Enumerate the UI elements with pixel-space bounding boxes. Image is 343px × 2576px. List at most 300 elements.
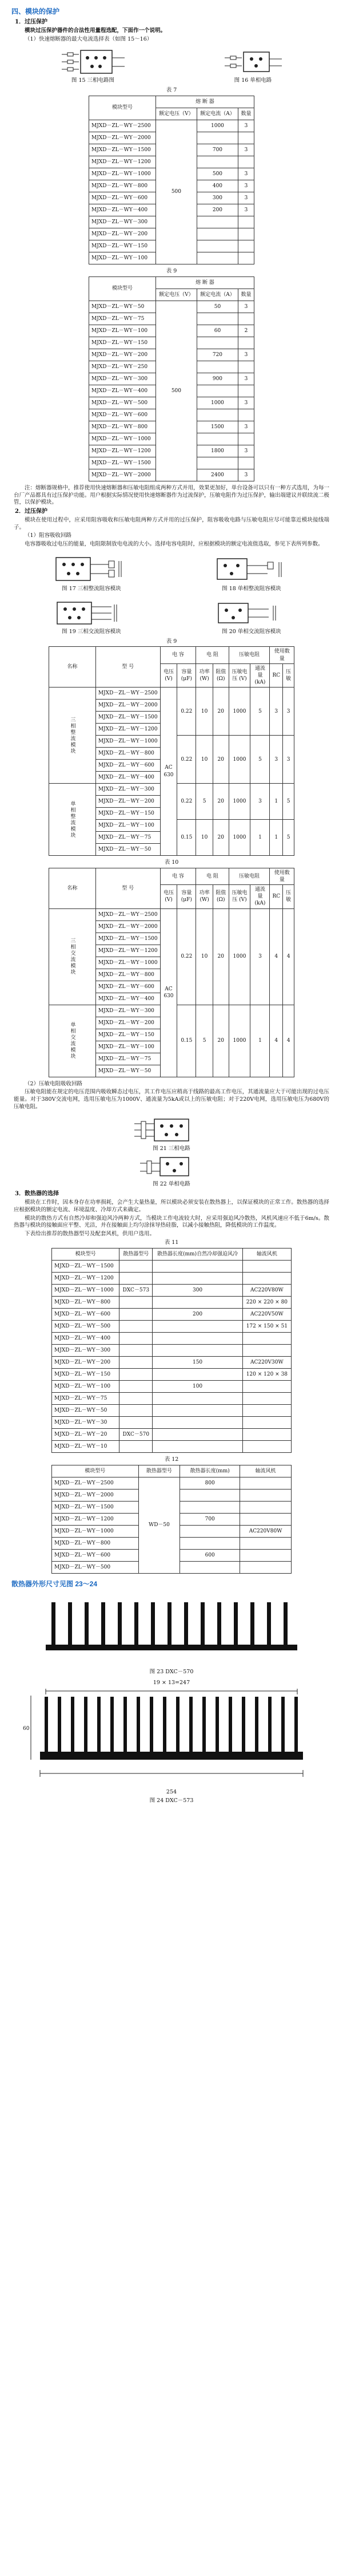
table11-hs-cell xyxy=(119,1332,153,1344)
table9-sub-cval: 容量 (μF) xyxy=(177,663,196,687)
table9-var-volt: 1000 xyxy=(229,784,250,820)
table12-model-cell: MJXD－ZL－WY－800 xyxy=(52,1537,139,1549)
table11-len-cell: 300 xyxy=(153,1284,242,1296)
table11-fan-size: 120 × 120 × 38 xyxy=(246,1371,288,1377)
table9a-model-cell: MJXD－ZL－WY－1200 xyxy=(89,445,156,457)
table9a-model-cell: MJXD－ZL－WY－300 xyxy=(89,373,156,385)
table12-title: 表 12 xyxy=(164,1456,179,1463)
table10-model-cell: MJXD－ZL－WY－200 xyxy=(95,1017,160,1029)
table9a-header-rated-voltage: 额定电压（V） xyxy=(155,289,197,301)
table9-res-val: 20 xyxy=(213,736,229,784)
figure-18 xyxy=(212,553,292,594)
table11-body xyxy=(52,1260,292,1452)
table-row xyxy=(52,1344,292,1356)
table9a-current-cell xyxy=(197,409,238,421)
three-phase-circuit-diagram xyxy=(59,48,127,76)
table9a-model-cell: MJXD－ZL－WY－2000 xyxy=(89,469,156,481)
table11-header-fan: 轴流风机 xyxy=(242,1248,291,1260)
heatsink-fin xyxy=(58,1697,61,1753)
table11-len-cell xyxy=(153,1260,242,1272)
table10-sub-vv: 压敏电压 (V) xyxy=(229,885,250,908)
table9a-current-cell: 1500 xyxy=(197,421,238,433)
table7-qty-cell xyxy=(238,132,254,144)
table9-sub-cnt2: 压敏 xyxy=(283,663,294,687)
table7-current-cell xyxy=(197,252,238,264)
table9-qty-var: 5 xyxy=(283,784,294,820)
table10-sub-volt: 电压 (V) xyxy=(160,885,177,908)
table12-header-len: 散热器长度(mm) xyxy=(180,1465,240,1477)
table9a-qty-cell: 3 xyxy=(238,397,254,409)
heatsink-paragraph-3: 下表给出推荐的散热器型号及配套风机，供用户选用。 xyxy=(25,1231,155,1238)
table9a-model-cell: MJXD－ZL－WY－400 xyxy=(89,385,156,397)
table11-fan-cell xyxy=(242,1260,291,1272)
table10-sub-pow: 功率 (W) xyxy=(196,885,213,908)
table11-model-cell: MJXD－ZL－WY－1200 xyxy=(52,1272,119,1284)
table11-len-cell: 100 xyxy=(153,1380,242,1392)
table-row xyxy=(52,1440,292,1452)
heatsink-drawings-heading: 散热器外形尺寸见图 23～24 xyxy=(11,1579,98,1588)
rc-paragraph: 电容器吸收过电压的能量，电阻限制放电电流的大小。选择电容电阻时，应根据模块的额定电流值选取，参见下表所列参数。 xyxy=(25,541,324,548)
table10-var-volt: 1000 xyxy=(229,908,250,1005)
heatsink-fin xyxy=(45,1697,48,1753)
figure-row-17-18 xyxy=(11,553,332,594)
table11-hs-cell xyxy=(119,1308,153,1320)
table9a-current-cell xyxy=(197,313,238,325)
table-row xyxy=(52,1380,292,1392)
table-row xyxy=(52,1356,292,1368)
table10-model-cell: MJXD－ZL－WY－800 xyxy=(95,969,160,981)
table7-voltage-cell: 500 xyxy=(155,120,197,264)
table9a-header-model: 模块型号 xyxy=(89,276,156,301)
table10-model-cell: MJXD－ZL－WY－100 xyxy=(95,1041,160,1053)
table11-hs-cell xyxy=(119,1380,153,1392)
document-page xyxy=(11,0,332,1805)
table9a-current-cell: 900 xyxy=(197,373,238,385)
table7-qty-cell xyxy=(238,216,254,228)
table10-res-val: 20 xyxy=(213,1005,229,1077)
table10-var-flow: 1 xyxy=(250,1005,270,1077)
figure-16 xyxy=(222,48,285,86)
figure24-side-dimension: 60 xyxy=(23,1725,30,1732)
table10-var-flow: 3 xyxy=(250,908,270,1005)
table11-len-cell xyxy=(153,1272,242,1284)
table-7 xyxy=(89,96,254,264)
table9a-model-cell: MJXD－ZL－WY－200 xyxy=(89,349,156,361)
table9-model-cell: MJXD－ZL－WY－200 xyxy=(95,796,160,808)
heatsink-fin xyxy=(202,1697,206,1753)
table10-model-cell: MJXD－ZL－WY－2000 xyxy=(95,920,160,933)
table11-len-cell xyxy=(153,1320,242,1332)
table7-qty-cell: 3 xyxy=(238,168,254,180)
table9a-body xyxy=(89,301,254,481)
heatsink-fin xyxy=(176,1697,180,1753)
table11-header-model: 模块型号 xyxy=(52,1248,119,1260)
single-phase-ac-rc-diagram xyxy=(212,599,292,627)
table9-qty-rc: 3 xyxy=(270,688,283,736)
table12-len-cell: 800 xyxy=(180,1477,240,1489)
table10-model-cell: MJXD－ZL－WY－150 xyxy=(95,1029,160,1041)
three-phase-ac-rc-diagram xyxy=(51,599,131,627)
heatsink-fin xyxy=(189,1697,193,1753)
table7-header-model: 模块型号 xyxy=(89,96,156,120)
table12-model-cell: MJXD－ZL－WY－500 xyxy=(52,1561,139,1573)
table9-cap-val: 0.15 xyxy=(177,820,196,856)
table9a-qty-cell: 3 xyxy=(238,445,254,457)
table10-model-cell: MJXD－ZL－WY－2500 xyxy=(95,908,160,920)
table9-group-cell: 三相整流模块 xyxy=(49,688,96,784)
table12-fan-cell xyxy=(240,1513,292,1525)
table10-title: 表 10 xyxy=(164,859,179,866)
table9a-current-cell xyxy=(197,457,238,469)
table9-cap-val: 0.22 xyxy=(177,784,196,820)
figure-21 xyxy=(129,1116,214,1154)
figure-row-21-22 xyxy=(11,1116,332,1190)
table9-res-pow: 10 xyxy=(196,820,213,856)
table12-model-cell: MJXD－ZL－WY－1000 xyxy=(52,1525,139,1537)
table9a-model-cell: MJXD－ZL－WY－75 xyxy=(89,313,156,325)
table10-model-cell: MJXD－ZL－WY－1000 xyxy=(95,957,160,969)
table10-qty-var: 4 xyxy=(283,908,294,1005)
table9-title: 表 9 xyxy=(166,638,177,645)
table11-fan-cell xyxy=(242,1272,291,1284)
table9-qty-rc: 1 xyxy=(270,784,283,820)
table7-model-cell: MJXD－ZL－WY－600 xyxy=(89,192,156,204)
table-row xyxy=(52,1477,292,1489)
table9-qty-rc: 1 xyxy=(270,820,283,856)
table12-model-cell: MJXD－ZL－WY－1200 xyxy=(52,1513,139,1525)
table11-model-cell: MJXD－ZL－WY－500 xyxy=(52,1320,119,1332)
table-row xyxy=(89,120,254,132)
heatsink-heading: 3．散热器的选择 xyxy=(15,1191,59,1198)
figure-16-caption: 图 16 单相电路 xyxy=(234,77,272,84)
table7-current-cell: 200 xyxy=(197,204,238,216)
table9a-qty-cell xyxy=(238,337,254,349)
table9-cap-volt: AC 630 xyxy=(160,688,177,856)
figure-19 xyxy=(51,599,131,637)
table7-model-cell: MJXD－ZL－WY－1500 xyxy=(89,144,156,156)
heatsink-fin xyxy=(294,1697,298,1753)
table10-model-cell: MJXD－ZL－WY－1500 xyxy=(95,933,160,945)
table11-fan-cell xyxy=(242,1320,291,1332)
table12-fan-cell: AC220V80W xyxy=(240,1525,292,1537)
table7-qty-cell xyxy=(238,156,254,168)
table9-res-val: 20 xyxy=(213,688,229,736)
table9-header-res: 电 阻 xyxy=(196,647,229,663)
table11-fan-cell xyxy=(242,1368,291,1380)
figure24-bottom-dimension: 254 xyxy=(166,1789,177,1796)
table10-sub-rval: 阻值 (Ω) xyxy=(213,885,229,908)
table7-body xyxy=(89,120,254,264)
table11-header-len: 散热器长度(mm)自然冷却强迫风冷 xyxy=(153,1248,242,1260)
table7-qty-cell xyxy=(238,252,254,264)
table-row xyxy=(49,908,294,920)
table9-res-pow: 10 xyxy=(196,736,213,784)
table10-header-res: 电 阻 xyxy=(196,868,229,884)
table11-len-cell xyxy=(153,1296,242,1308)
table-11 xyxy=(51,1248,292,1453)
table9-qty-var: 5 xyxy=(283,820,294,856)
table11-fan-cell xyxy=(242,1344,291,1356)
table9-var-flow: 3 xyxy=(250,784,270,820)
heatsink-dxc573-drawing xyxy=(23,1688,320,1785)
table7-model-cell: MJXD－ZL－WY－2000 xyxy=(89,132,156,144)
table11-model-cell: MJXD－ZL－WY－30 xyxy=(52,1416,119,1428)
table11-len-cell: 200 xyxy=(153,1308,242,1320)
table7-current-cell xyxy=(197,132,238,144)
table10-res-pow: 10 xyxy=(196,908,213,1005)
table11-fan-size: 220 × 220 × 80 xyxy=(246,1299,288,1305)
table11-hs-cell xyxy=(119,1356,153,1368)
table10-sub-cnt2: 压敏 xyxy=(283,885,294,908)
table9-model-cell: MJXD－ZL－WY－150 xyxy=(95,808,160,820)
table9a-header-qty: 数量 xyxy=(238,289,254,301)
table9a-model-cell: MJXD－ZL－WY－250 xyxy=(89,361,156,373)
table10-header-name: 名称 xyxy=(49,868,96,908)
heatsink-fin xyxy=(137,1697,140,1753)
table10-group-cell: 三相交流模块 xyxy=(49,908,96,1005)
table9a-qty-cell: 3 xyxy=(238,349,254,361)
table9-model-cell: MJXD－ZL－WY－2000 xyxy=(95,700,160,712)
heatsink-paragraph-1: 模块在工作时，因本身存在功率损耗，会产生大量热量，所以模块必须安装在散热器上，以保证模块的正常工作。散热器的选择应根据模块的额定电流、环境温度、冷却方式来确定。 xyxy=(14,1199,329,1213)
heatsink-fin xyxy=(71,1697,74,1753)
table9a-header-fuse: 熔 断 器 xyxy=(155,276,254,289)
table10-model-cell: MJXD－ZL－WY－50 xyxy=(95,1065,160,1077)
table10-model-cell: MJXD－ZL－WY－75 xyxy=(95,1053,160,1065)
table7-model-cell: MJXD－ZL－WY－200 xyxy=(89,228,156,240)
heatsink-fin xyxy=(97,1697,101,1753)
table7-current-cell xyxy=(197,240,238,252)
table-row xyxy=(49,688,294,700)
table10-cap-volt: AC 630 xyxy=(160,908,177,1077)
table7-qty-cell: 3 xyxy=(238,180,254,192)
table9-model-cell: MJXD－ZL－WY－800 xyxy=(95,748,160,760)
table10-header-cap: 电 容 xyxy=(160,868,196,884)
table9-cap-val: 0.22 xyxy=(177,688,196,736)
table9a-qty-cell xyxy=(238,385,254,397)
table11-len-cell xyxy=(153,1416,242,1428)
table9-sub-vv: 压敏电压 (V) xyxy=(229,663,250,687)
table9-var-flow: 1 xyxy=(250,820,270,856)
table11-len-cell xyxy=(153,1392,242,1404)
table9a-current-cell xyxy=(197,433,238,445)
table7-model-cell: MJXD－ZL－WY－800 xyxy=(89,180,156,192)
table10-header-qty: 使用数量 xyxy=(270,868,294,884)
table10-qty-var: 4 xyxy=(283,1005,294,1077)
table7-qty-cell: 3 xyxy=(238,204,254,216)
table12-len-cell xyxy=(180,1489,240,1501)
rc-subheading: （1）阻容吸收回路 xyxy=(25,532,72,539)
table11-hs-cell xyxy=(119,1260,153,1272)
table9-qty-var: 3 xyxy=(283,688,294,736)
varistor-paragraph: 压敏电阻能在规定的电压范围内吸收瞬态过电压，其工作电压应稍高于线路的最高工作电压，其通流量应大于可能出现的过电压能量。对于380V交流电网，选用压敏电压为1000V、通流量为5kA或以上的压敏电阻；对于220V电网，选用压敏电压为680V的压敏电阻。 xyxy=(14,1089,329,1111)
table7-model-cell: MJXD－ZL－WY－150 xyxy=(89,240,156,252)
table11-fan-cell xyxy=(242,1428,291,1440)
table11-len-cell xyxy=(153,1368,242,1380)
table9a-current-cell xyxy=(197,385,238,397)
table9a-qty-cell: 3 xyxy=(238,373,254,385)
table12-model-cell: MJXD－ZL－WY－2500 xyxy=(52,1477,139,1489)
table9-sub-volt: 电压 (V) xyxy=(160,663,177,687)
table7-qty-cell: 3 xyxy=(238,192,254,204)
heatsink-fin xyxy=(101,1602,105,1646)
table11-model-cell: MJXD－ZL－WY－800 xyxy=(52,1296,119,1308)
table7-model-cell: MJXD－ZL－WY－1000 xyxy=(89,168,156,180)
overvoltage2-paragraph: 模块在使用过程中，应采用阻容吸收和压敏电阻两种方式并用的过压保护，阻容吸收电路与压敏电阻应尽可能靠近模块接线端子。 xyxy=(14,516,329,531)
table11-fan-cell xyxy=(242,1380,291,1392)
table9-var-flow: 5 xyxy=(250,688,270,736)
heatsink-fin xyxy=(134,1602,138,1646)
table7-current-cell: 400 xyxy=(197,180,238,192)
table9-model-cell: MJXD－ZL－WY－75 xyxy=(95,832,160,844)
fuse-note-paragraph: 注：熔断器规格中，推荐使用快速熔断器和压敏电阻组成两种方式并用，效果更加好，单台设备可以只有一种方式选用，为每一台厂产品都具有过压保护功能。用户根据实际情况使用快速熔断器作为过流保护，压敏电阻作为过压保护，输出端建议并联续流二极管，以保护模块。 xyxy=(14,484,329,506)
table9-var-volt: 1000 xyxy=(229,688,250,736)
table11-model-cell: MJXD－ZL－WY－400 xyxy=(52,1332,119,1344)
table11-hs-cell xyxy=(119,1320,153,1332)
table-row xyxy=(52,1272,292,1284)
figure-15 xyxy=(59,48,127,86)
table10-model-cell: MJXD－ZL－WY－300 xyxy=(95,1005,160,1017)
table7-current-cell xyxy=(197,156,238,168)
table10-cap-val: 0.15 xyxy=(177,1005,196,1077)
table11-model-cell: MJXD－ZL－WY－50 xyxy=(52,1404,119,1416)
table9a-qty-cell: 2 xyxy=(238,325,254,337)
table9a-qty-cell xyxy=(238,361,254,373)
table10-var-volt: 1000 xyxy=(229,1005,250,1077)
heatsink-fin xyxy=(150,1697,153,1753)
table7-header-rated-voltage: 额定电压（V） xyxy=(155,108,197,120)
table12-len-cell xyxy=(180,1501,240,1513)
table9-header-model: 型 号 xyxy=(95,647,160,688)
table9a-model-cell: MJXD－ZL－WY－600 xyxy=(89,409,156,421)
heatsink-fin xyxy=(255,1697,258,1753)
table12-fan-cell xyxy=(240,1489,292,1501)
figure-24-caption: 图 24 DXC－573 xyxy=(149,1797,194,1804)
table9-model-cell: MJXD－ZL－WY－1500 xyxy=(95,712,160,724)
table11-hs-cell: DXC－570 xyxy=(119,1428,153,1440)
table11-hs-cell xyxy=(119,1344,153,1356)
table11-title: 表 11 xyxy=(164,1239,179,1246)
table10-res-val: 20 xyxy=(213,908,229,1005)
table11-model-cell: MJXD－ZL－WY－150 xyxy=(52,1368,119,1380)
table-row xyxy=(89,301,254,313)
table12-fan-cell xyxy=(240,1561,292,1573)
table9-model-cell: MJXD－ZL－WY－600 xyxy=(95,760,160,772)
heatsink-fin xyxy=(216,1697,219,1753)
table10-cap-val: 0.22 xyxy=(177,908,196,1005)
table11-model-cell: MJXD－ZL－WY－10 xyxy=(52,1440,119,1452)
table9-model-cell: MJXD－ZL－WY－50 xyxy=(95,844,160,856)
table-row xyxy=(52,1332,292,1344)
table12-len-cell: 700 xyxy=(180,1513,240,1525)
table11-model-cell: MJXD－ZL－WY－600 xyxy=(52,1308,119,1320)
table9a-current-cell: 2400 xyxy=(197,469,238,481)
overvoltage2-heading: 2．过压保护 xyxy=(15,508,47,515)
figure-17-caption: 图 17 三相整流阻容模块 xyxy=(62,585,121,592)
table9a-header-rated-current: 额定电流（A） xyxy=(197,289,238,301)
table11-model-cell: MJXD－ZL－WY－1000 xyxy=(52,1284,119,1296)
figure-23-caption: 图 23 DXC－570 xyxy=(149,1668,194,1675)
table7-model-cell: MJXD－ZL－WY－400 xyxy=(89,204,156,216)
table-row xyxy=(52,1296,292,1308)
table12-fan-cell xyxy=(240,1477,292,1489)
table11-fan-cell: AC220V30W xyxy=(242,1356,291,1368)
figure-19-caption: 图 19 三相交流阻容模块 xyxy=(62,628,121,635)
figure-row-15-16 xyxy=(11,48,332,86)
table7-current-cell: 1000 xyxy=(197,120,238,132)
table10-model-cell: MJXD－ZL－WY－1200 xyxy=(95,945,160,957)
three-phase-rc-diagram xyxy=(51,553,131,584)
table11-model-cell: MJXD－ZL－WY－200 xyxy=(52,1356,119,1368)
table9a-title: 表 9 xyxy=(166,267,177,274)
table-row xyxy=(52,1428,292,1440)
heatsink-fin xyxy=(201,1602,205,1646)
table9-header-cap: 电 容 xyxy=(160,647,196,663)
table7-qty-cell: 3 xyxy=(238,120,254,132)
table7-title: 表 7 xyxy=(166,87,177,94)
section-title: 四、模块的保护 xyxy=(11,7,60,15)
table12-body xyxy=(52,1477,292,1573)
table10-header-model: 型 号 xyxy=(95,868,160,908)
table9-var-volt: 1000 xyxy=(229,820,250,856)
table9a-current-cell: 60 xyxy=(197,325,238,337)
table12-len-cell xyxy=(180,1525,240,1537)
table11-hs-cell xyxy=(119,1368,153,1380)
table12-hs-cell: WD－50 xyxy=(138,1477,180,1573)
table-row xyxy=(52,1368,292,1380)
table9a-model-cell: MJXD－ZL－WY－1000 xyxy=(89,433,156,445)
table12-fan-cell xyxy=(240,1537,292,1549)
table9-model-cell: MJXD－ZL－WY－1000 xyxy=(95,736,160,748)
table11-hs-cell xyxy=(119,1404,153,1416)
table12-header-hs: 散热器型号 xyxy=(138,1465,180,1477)
table-9a xyxy=(89,276,254,481)
table11-fan-cell xyxy=(242,1296,291,1308)
table12-fan-cell xyxy=(240,1501,292,1513)
table-row xyxy=(52,1416,292,1428)
table9-model-cell: MJXD－ZL－WY－1200 xyxy=(95,724,160,736)
table10-res-pow: 5 xyxy=(196,1005,213,1077)
table9a-model-cell: MJXD－ZL－WY－100 xyxy=(89,325,156,337)
table7-header-qty: 数量 xyxy=(238,108,254,120)
table9-res-pow: 10 xyxy=(196,688,213,736)
heatsink-fin xyxy=(281,1697,285,1753)
table-row xyxy=(52,1308,292,1320)
table9-var-flow: 5 xyxy=(250,736,270,784)
table10-header-var: 压敏电阻 xyxy=(229,868,270,884)
heatsink-fin xyxy=(284,1602,288,1646)
table-row xyxy=(52,1260,292,1272)
table9a-model-cell: MJXD－ZL－WY－800 xyxy=(89,421,156,433)
table9-var-volt: 1000 xyxy=(229,736,250,784)
table9-sub-pow: 功率 (W) xyxy=(196,663,213,687)
table10-model-cell: MJXD－ZL－WY－600 xyxy=(95,981,160,993)
table7-qty-cell xyxy=(238,240,254,252)
table11-fan-cell xyxy=(242,1440,291,1452)
heatsink-fin xyxy=(167,1602,172,1646)
table9-sub-rval: 阻值 (Ω) xyxy=(213,663,229,687)
table9a-qty-cell: 3 xyxy=(238,469,254,481)
table7-qty-cell xyxy=(238,228,254,240)
figure-17 xyxy=(51,553,131,594)
table10-sub-cnt: RC xyxy=(270,885,283,908)
table9-res-pow: 5 xyxy=(196,784,213,820)
table11-fan-cell xyxy=(242,1392,291,1404)
single-phase-varistor-diagram xyxy=(134,1154,209,1180)
table9-sub-cnt: RC xyxy=(270,663,283,687)
table12-header-model: 模块型号 xyxy=(52,1465,139,1477)
table9a-current-cell: 1800 xyxy=(197,445,238,457)
table11-hs-cell: DXC－573 xyxy=(119,1284,153,1296)
